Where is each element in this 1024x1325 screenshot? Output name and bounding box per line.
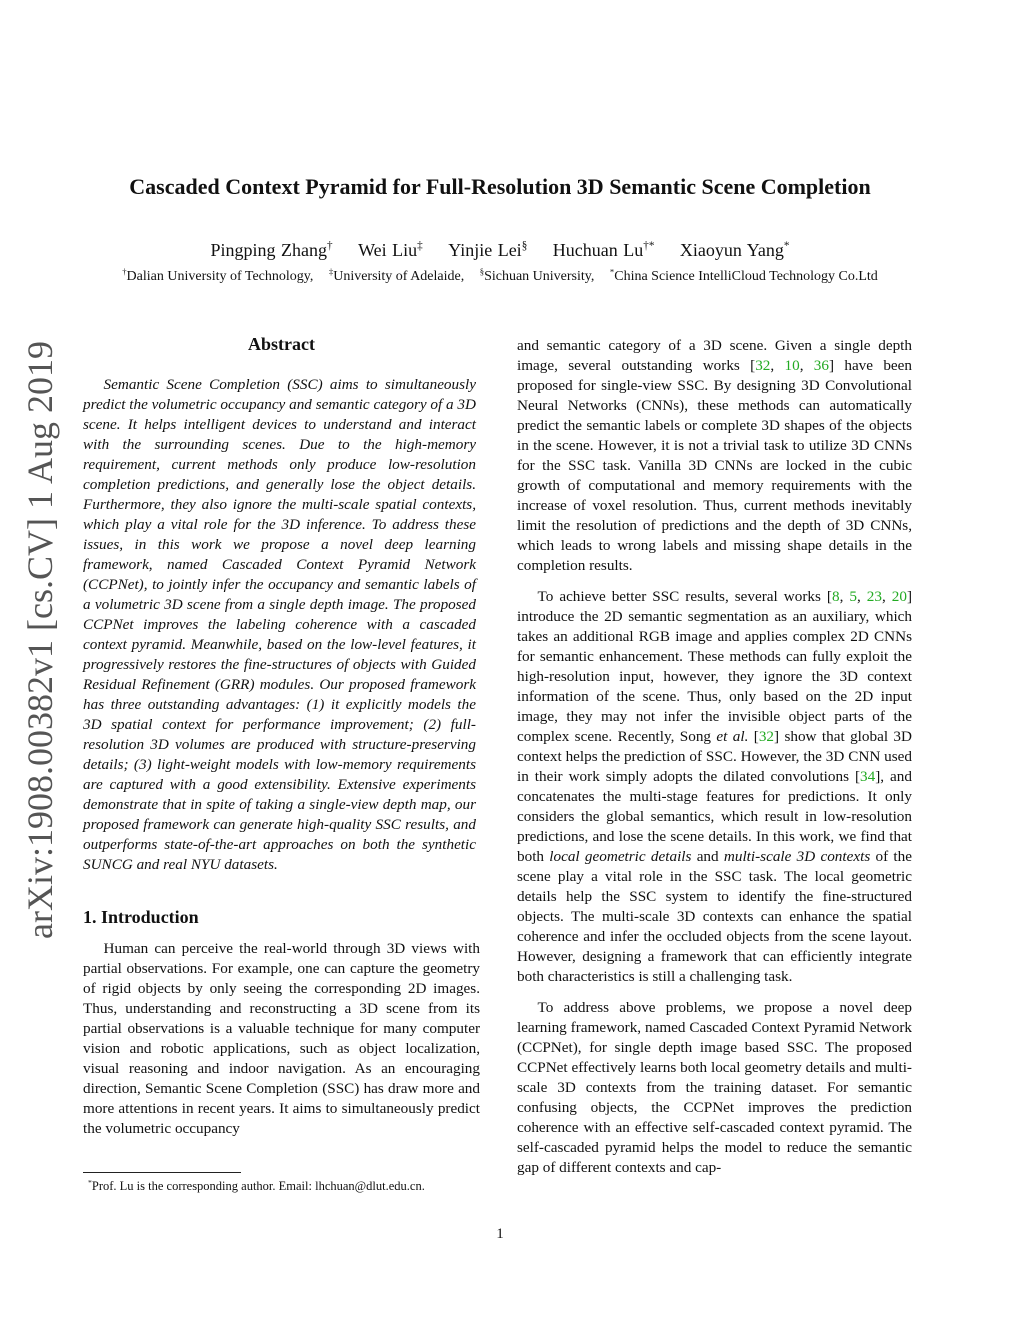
right-column [517, 336, 912, 1178]
abstract-heading: Abstract [248, 334, 315, 354]
author: Pingping Zhang† [210, 240, 333, 260]
affiliation-list [0, 266, 1000, 285]
citation-link[interactable]: 34 [860, 768, 876, 785]
left-column [83, 334, 480, 1139]
citation-link[interactable]: 5 [849, 588, 857, 605]
affiliation: †Dalian University of Technology, [122, 266, 314, 284]
affiliation: §Sichuan University, [479, 266, 595, 284]
author: Yinjie Lei§ [448, 240, 528, 260]
citation-link[interactable]: 20 [891, 588, 907, 605]
citation-link[interactable]: 8 [831, 588, 840, 605]
author: Xiaoyun Yang* [679, 240, 790, 260]
intro-paragraph: Human can perceive the real-world through 3D views with partial observations. For example, one can capture the geometry of rigid objects by only seeing the corresponding 2D images. Thus, understanding and reconstructing a 3D scene from its partial observations is a valuable technique for many computer vision and robotic applications, such as object localization, visual reasoning and indoor navigation. As an encouraging direction, Semantic Scene Completion (SSC) has draw more and more attentions in recent years. It aims to simultaneously predict the volumetric occupancy [83, 940, 480, 1137]
citation-link[interactable]: 23 [866, 588, 882, 605]
citation-link[interactable]: 36 [813, 357, 829, 374]
author-list [0, 240, 1000, 261]
citation-link[interactable]: 32 [755, 357, 771, 374]
affiliation: ‡University of Adelaide, [328, 266, 465, 284]
author: Huchuan Lu†* [552, 240, 655, 260]
footnote-rule [83, 1172, 241, 1173]
page-number: 1 [496, 1226, 504, 1242]
abstract-text: Semantic Scene Completion (SSC) aims to simultaneously predict the volumetric occupancy and semantic category of a 3D scene. It helps intelligent devices to understand and interact with the surrounding scenes. Due to the high-memory requirement, current methods only produce low-resolution completion predictions, and generally lose the object details. Furthermore, they also ignore the multi-scale spatial contexts, which play a vital role for the 3D inference. To address these issues, in this work we propose a novel deep learning framework, named Cascaded Context Pyramid Network (CCPNet), to jointly infer the occupancy and semantic labels of a volumetric 3D scene from a single depth image. The proposed CCPNet improves the labeling coherence with a cascaded context pyramid. Meanwhile, based on the low-level features, it progressively restores the fine-structures of objects with Guided Residual Refinement (GRR) modules. Our proposed framework has three outstanding advantages: (1) it explicitly models the 3D spatial context for performance improvement; (2) full-resolution 3D volumes are produced with structure-preserving details; (3) light-weight models with low-memory requirements are captured with a good extensibility. Extensive experiments demonstrate that in spite of taking a single-view depth map, our proposed framework can generate high-quality SSC results, and outperforms state-of-the-art approaches on both the synthetic SUNCG and real NYU datasets. [83, 376, 476, 873]
body-paragraph: and semantic category of a 3D scene. Given a single depth image, several outstanding works [32, 10, 36] have been proposed for single-view SSC. By designing 3D Convolutional Neural Networks (CNNs), these methods can automatically predict the semantic labels or complete 3D shapes of the objects in the scene. However, it is not a trivial task to utilize 3D CNNs for the SSC task. Vanilla 3D CNNs are locked in the cubic growth of computational and memory requirements with the increase of voxel resolution. Thus, current methods inevitably limit the resolution of predictions and the depth of 3D CNNs, which leads to wrong labels and missing shape details in the completion results. [517, 337, 912, 574]
section-heading-introduction: 1. Introduction [83, 907, 199, 927]
author: Wei Liu‡ [358, 240, 423, 260]
citation-link[interactable]: 10 [784, 357, 800, 374]
footnote: *Prof. Lu is the corresponding author. Email: lhchuan@dlut.edu.cn. [88, 1177, 425, 1193]
citation-link[interactable]: 32 [758, 728, 775, 745]
body-paragraph: To address above problems, we propose a novel deep learning framework, named Cascaded Context Pyramid Network (CCPNet), for single depth image based SSC. The proposed CCPNet effectively learns both local geometry details and multi-scale 3D contexts from the training dataset. For semantic confusing objects, the CCPNet improves the prediction coherence with an effective self-cascaded context pyramid. The self-cascaded pyramid helps the model to reduce the semantic gap of different contexts and cap- [517, 999, 912, 1176]
affiliation: *China Science IntelliCloud Technology Co.Ltd [609, 266, 878, 284]
paper-title: Cascaded Context Pyramid for Full-Resolution 3D Semantic Scene Completion [129, 174, 871, 199]
body-paragraph: To achieve better SSC results, several works [8, 5, 23, 20] introduce the 2D semantic segmentation as an auxiliary, which takes an additional RGB image and applies complex 2D CNNs for semantic enhancement. These methods can fully exploit the high-resolution input, however, they ignore the 3D context information of the scene. Thus, only based on the 2D input image, they may not infer the invisible object parts of the complex scene. Recently, Song et al. [32] show that global 3D context helps the prediction of SSC. However, the 3D CNN used in their work simply adopts the dilated convolutions [34], and concatenates the multi-stage features for predictions. It only considers the global semantics, which result in low-resolution predictions, and lose the scene details. In this work, we find that both local geometric details and multi-scale 3D contexts of the scene play a vital role in the SSC task. The local geometric details help the SSC system to identify the fine-structured objects. The multi-scale 3D contexts can enhance the spatial coherence and infer the occluded objects from the scene layout. However, designing a framework that can efficiently integrate both characteristics is still a challenging task. [517, 588, 913, 985]
arxiv-identifier: arXiv:1908.00382v1 [cs.CV] 1 Aug 2019 [20, 341, 60, 939]
